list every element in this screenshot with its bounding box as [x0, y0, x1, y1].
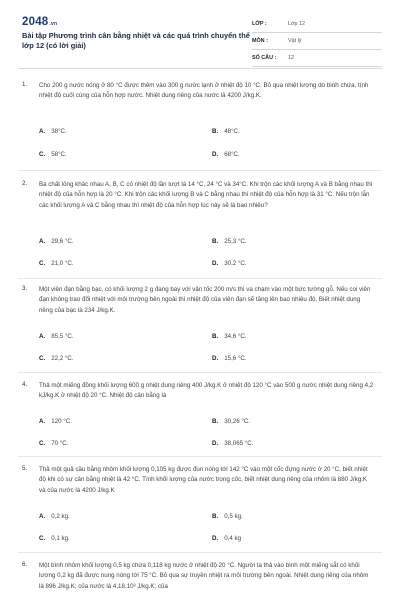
option-text: 0,1 kg.	[51, 535, 70, 542]
meta-row-class	[252, 16, 382, 33]
option-text: 15,6 °C.	[224, 355, 247, 362]
option-letter: D.	[212, 535, 219, 542]
question-number: 2.	[22, 180, 28, 187]
option-text: 38,065 °C.	[224, 440, 254, 447]
option-c[interactable]	[39, 440, 68, 447]
question-text: Ba chất lỏng khác nhau A, B, C có nhiệt độ lần lượt là 14 °C, 24 °C và 34°C. Khi trộn các khối lượng A và B bằng nhau thì nhiệt độ của hỗn hợp là 20 °C. Khi trộn các khối lượng B và C bằng nhau thì nhiệt độ của hỗn hợp là 31 °C. Nếu trộn lẫn các khối lượng A và C bằng nhau thì nhiệt độ của hỗn hợp lúc này sẽ là bao nhiêu?	[39, 181, 373, 209]
option-text: 21,0 °C.	[51, 260, 74, 267]
option-a[interactable]	[39, 513, 70, 520]
option-letter: D.	[212, 260, 219, 267]
option-text: 25,3 °C.	[224, 238, 247, 245]
option-text: 48°C.	[224, 128, 240, 135]
option-letter: A.	[39, 418, 46, 425]
meta-row-count	[252, 50, 382, 67]
meta-value: Lớp 12	[288, 21, 306, 27]
meta-label: LỚP :	[252, 21, 267, 27]
question-text: Thả một quả cầu bằng nhôm khối lượng 0,105 kg được đun nóng tới 142 °C vào một cốc đựng nước ở 20 °C, biết nhiệt độ khi có sự cân bằng nhiệt là 42 °C. Tính khối lượng của nước trong cốc, biết nhiệt dung riêng của nhôm là 880 J/kg.K và của nước là 4200 J/kg.K	[39, 466, 368, 494]
option-letter: B.	[212, 128, 219, 135]
option-letter: C.	[39, 151, 46, 158]
option-b[interactable]	[212, 513, 243, 520]
meta-panel	[252, 16, 382, 67]
option-letter: D.	[212, 151, 219, 158]
option-text: 34,6 °C.	[224, 333, 247, 340]
option-b[interactable]	[212, 238, 247, 245]
option-letter: A.	[39, 333, 46, 340]
question-divider	[18, 552, 382, 553]
meta-label: MÔN :	[252, 38, 268, 44]
option-text: 68°C.	[224, 151, 240, 158]
option-letter: B.	[212, 418, 219, 425]
header-divider	[18, 68, 382, 69]
logo-text: 2048	[22, 16, 49, 28]
option-letter: A.	[39, 128, 46, 135]
option-b[interactable]	[212, 128, 240, 135]
option-letter: A.	[39, 513, 46, 520]
option-letter: A.	[39, 238, 46, 245]
option-text: 58°C.	[51, 151, 67, 158]
meta-value: 12	[288, 55, 294, 61]
option-letter: B.	[212, 333, 219, 340]
question-divider	[18, 170, 382, 171]
option-text: 120 °C.	[51, 418, 72, 425]
option-d[interactable]	[212, 151, 240, 158]
page-title: Bài tập Phương trình cân bằng nhiệt và các quá trình chuyển thể lớp 12 (có lời giải)	[22, 31, 250, 50]
header	[0, 0, 400, 62]
question-number: 6.	[22, 561, 28, 568]
option-c[interactable]	[39, 260, 74, 267]
option-text: 30,2 °C.	[224, 260, 247, 267]
option-text: 0,5 kg.	[224, 513, 243, 520]
option-c[interactable]	[39, 151, 67, 158]
option-letter: C.	[39, 355, 46, 362]
option-text: 22,2 °C.	[51, 355, 74, 362]
option-b[interactable]	[212, 333, 247, 340]
option-text: 70 °C.	[51, 440, 69, 447]
question-number: 5.	[22, 465, 28, 472]
question-divider	[18, 278, 382, 279]
question-number: 4.	[22, 381, 28, 388]
question-text: Cho 200 g nước nóng ở 80 °C được thêm vào 300 g nước lạnh ở nhiệt độ 10 °C. Bỏ qua nhiệt lượng do bình chứa, tính nhiệt độ cuối cùng của hỗn hợp nước. Nhiệt dung riêng của nước là 4200 J/kg.K.	[39, 82, 369, 100]
option-a[interactable]	[39, 238, 74, 245]
option-letter: C.	[39, 260, 46, 267]
question-divider	[18, 456, 382, 457]
question-divider	[18, 372, 382, 373]
meta-row-subject	[252, 33, 382, 50]
option-d[interactable]	[212, 260, 247, 267]
site-logo[interactable]	[22, 16, 57, 28]
option-a[interactable]	[39, 418, 72, 425]
question-text: Một viên đạn bằng bạc, có khối lượng 2 g đang bay với vận tốc 200 m/s thì va chạm vào một bức tường gỗ. Nếu coi viên đạn không trao đổi nhiệt với môi trường bên ngoài thì nhiệt độ của viên đạn sẽ tăng lên bao nhiêu độ. Biết nhiệt dung riêng của bạc là 234 J/kg.K.	[39, 286, 371, 314]
option-text: 85,5 °C.	[51, 333, 74, 340]
meta-value: Vật lý	[288, 38, 302, 44]
question-number: 1.	[22, 81, 28, 88]
option-text: 0,2 kg.	[51, 513, 70, 520]
option-c[interactable]	[39, 355, 74, 362]
option-text: 29,6 °C.	[51, 238, 74, 245]
option-text: 0,4 kg	[224, 535, 242, 542]
option-a[interactable]	[39, 333, 74, 340]
option-d[interactable]	[212, 535, 241, 542]
option-letter: B.	[212, 513, 219, 520]
question-text: Một bình nhôm khối lượng 0,5 kg chứa 0,118 kg nước ở nhiệt độ 20 °C. Người ta thả vào bình một miếng sắt có khối lượng 0,2 kg đã được nung nóng tới 75 °C. Bỏ qua sự truyền nhiệt ra môi trường bên ngoài. Nhiệt dung riêng của nhôm là 896 J/kg.K; của nước là 4,18.10³ J/kg.K; của	[39, 562, 369, 590]
logo-domain: .vn	[49, 21, 58, 27]
option-letter: D.	[212, 440, 219, 447]
option-c[interactable]	[39, 535, 70, 542]
option-a[interactable]	[39, 128, 67, 135]
option-d[interactable]	[212, 440, 254, 447]
option-letter: B.	[212, 238, 219, 245]
option-b[interactable]	[212, 418, 250, 425]
option-text: 30,26 °C.	[224, 418, 251, 425]
option-d[interactable]	[212, 355, 247, 362]
option-letter: C.	[39, 440, 46, 447]
meta-label: SỐ CÂU :	[252, 55, 277, 61]
question-text: Thả một miếng đồng khối lượng 600 g nhiệt dung riêng 400 J/kg.K ở nhiệt độ 120 °C vào 500 g nước nhiệt dung riêng 4,2 kJ/kg.K ở nhiệt độ 20 °C. Nhiệt độ cân bằng là	[39, 382, 374, 400]
option-text: 38°C.	[51, 128, 67, 135]
question-number: 3.	[22, 285, 28, 292]
option-letter: C.	[39, 535, 46, 542]
option-letter: D.	[212, 355, 219, 362]
